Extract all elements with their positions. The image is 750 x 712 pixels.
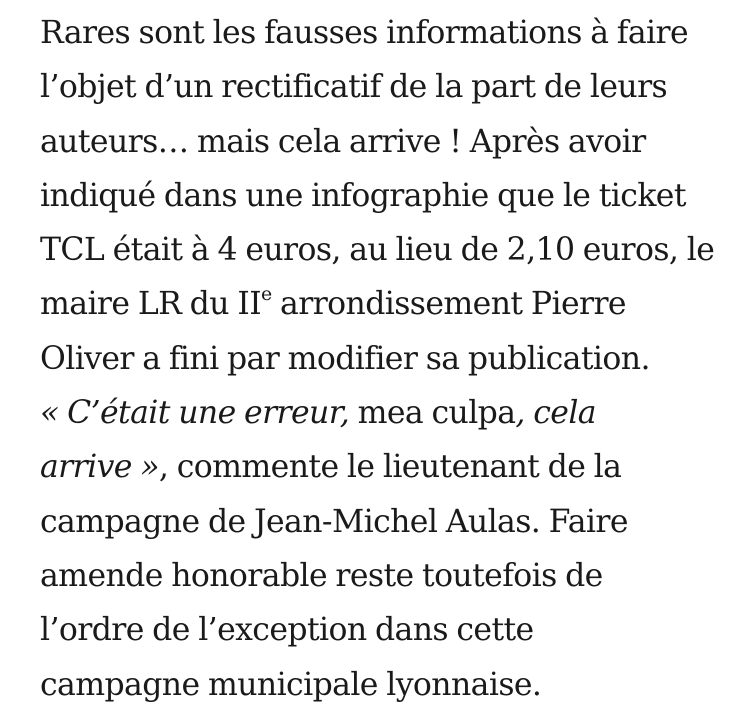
quote-text: , cela [515, 395, 596, 432]
paragraph-text: maire LR du II [40, 286, 262, 323]
paragraph-line: auteurs… mais cela arrive ! Après avoir [40, 123, 646, 160]
ordinal-superscript: e [261, 283, 272, 306]
quote-text: « C’était une erreur, [40, 395, 350, 432]
paragraph-line [40, 440, 740, 494]
paragraph-line: l’objet d’un rectificatif de la part de leurs [40, 69, 668, 106]
paragraph-line: campagne de Jean-Michel Aulas. Faire [40, 503, 628, 540]
paragraph-text: mea culpa [349, 395, 516, 432]
paragraph-text: arrondissement Pierre [271, 286, 626, 323]
paragraph-line: Oliver a fini par modifier sa publication. [40, 340, 650, 377]
paragraph-line [40, 386, 740, 440]
paragraph-text: , commente le lieutenant de la [158, 449, 622, 486]
paragraph-line: TCL était à 4 euros, au lieu de 2,10 euros, le [40, 232, 715, 269]
paragraph-line: campagne municipale lyonnaise. [40, 666, 542, 703]
paragraph-line [40, 277, 740, 331]
article-paragraph [40, 6, 740, 712]
paragraph-line: Rares sont les fausses informations à faire [40, 15, 689, 51]
quote-text: arrive » [40, 449, 159, 486]
paragraph-line: l’ordre de l’exception dans cette [40, 612, 534, 649]
paragraph-line: amende honorable reste toutefois de [40, 557, 603, 594]
paragraph-line: indiqué dans une infographie que le ticket [40, 177, 686, 214]
